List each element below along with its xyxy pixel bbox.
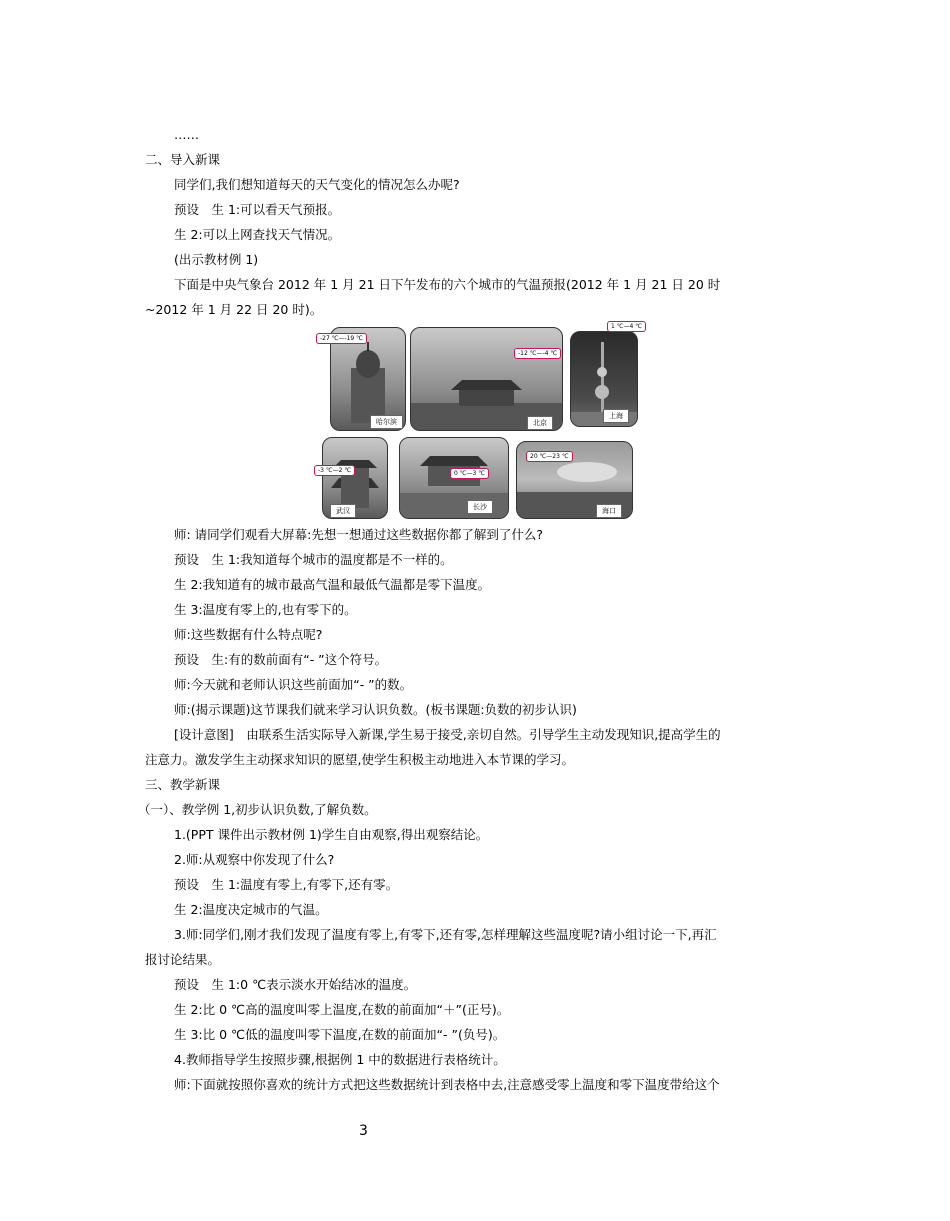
paragraph-continuation: ~2012 年 1 月 22 日 20 时)。 bbox=[145, 302, 323, 317]
tiananmen-icon bbox=[411, 328, 562, 430]
city-label: 武汉 bbox=[330, 504, 356, 518]
city-label: 上海 bbox=[603, 409, 629, 423]
ellipsis: …… bbox=[174, 127, 199, 142]
paragraph: 预设 生 1:我知道每个城市的温度都是不一样的。 bbox=[174, 552, 453, 567]
temp-bubble: 20 ℃—23 ℃ bbox=[526, 451, 573, 462]
city-label: 长沙 bbox=[467, 500, 493, 514]
section-heading-2: 二、导入新课 bbox=[145, 152, 221, 167]
paragraph: 生 2:比 0 ℃高的温度叫零上温度,在数的前面加“＋”(正号)。 bbox=[174, 1002, 510, 1017]
temp-bubble: 0 ℃—3 ℃ bbox=[450, 468, 489, 479]
temp-bubble: -27 ℃—-19 ℃ bbox=[316, 333, 367, 344]
section-heading-3: 三、教学新课 bbox=[145, 777, 221, 792]
temp-bubble: -3 ℃—2 ℃ bbox=[314, 465, 355, 476]
paragraph: 预设 生 1:温度有零上,有零下,还有零。 bbox=[174, 877, 399, 892]
paragraph: 同学们,我们想知道每天的天气变化的情况怎么办呢? bbox=[174, 177, 460, 192]
paragraph: 师:这些数据有什么特点呢? bbox=[174, 627, 323, 642]
paragraph-continuation: 注意力。激发学生主动探求知识的愿望,使学生积极主动地进入本节课的学习。 bbox=[145, 752, 574, 767]
paragraph: 预设 生:有的数前面有“- ”这个符号。 bbox=[174, 652, 388, 667]
temp-bubble: -12 ℃—-4 ℃ bbox=[514, 348, 561, 359]
page-number: 3 bbox=[359, 1123, 368, 1139]
paragraph: 下面是中央气象台 2012 年 1 月 21 日下午发布的六个城市的气温预报(2012 年 1 月 21 日 20 时 bbox=[174, 277, 721, 292]
paragraph: 2.师:从观察中你发现了什么? bbox=[174, 852, 335, 867]
city-label: 哈尔滨 bbox=[370, 415, 403, 429]
paragraph: 师: 请同学们观看大屏幕:先想一想通过这些数据你都了解到了什么? bbox=[174, 527, 544, 542]
paragraph: 3.师:同学们,刚才我们发现了温度有零上,有零下,还有零,怎样理解这些温度呢?请小组讨论一下,再汇 bbox=[174, 927, 717, 942]
paragraph: 师:下面就按照你喜欢的统计方式把这些数据统计到表格中去,注意感受零上温度和零下温度带给这个 bbox=[174, 1077, 720, 1092]
paragraph: 1.(PPT 课件出示教材例 1)学生自由观察,得出观察结论。 bbox=[174, 827, 489, 842]
subsection-heading: （一）、教学例 1,初步认识负数,了解负数。 bbox=[138, 802, 377, 817]
paragraph: 预设 生 1:0 ℃表示淡水开始结冰的温度。 bbox=[174, 977, 417, 992]
paragraph: 生 3:比 0 ℃低的温度叫零下温度,在数的前面加“- ”(负号)。 bbox=[174, 1027, 506, 1042]
paragraph: 师:今天就和老师认识这些前面加“- ”的数。 bbox=[174, 677, 413, 692]
city-label: 北京 bbox=[527, 416, 553, 430]
paragraph: 师:(揭示课题)这节课我们就来学习认识负数。(板书课题:负数的初步认识) bbox=[174, 702, 577, 717]
temp-bubble: 1 ℃—4 ℃ bbox=[607, 321, 646, 332]
paragraph-continuation: 报讨论结果。 bbox=[145, 952, 221, 967]
design-intent: [设计意图] 由联系生活实际导入新课,学生易于接受,亲切自然。引导学生主动发现知识,提高学生的 bbox=[174, 727, 721, 742]
paragraph: 生 2:温度决定城市的气温。 bbox=[174, 902, 328, 917]
paragraph: 4.教师指导学生按照步骤,根据例 1 中的数据进行表格统计。 bbox=[174, 1052, 506, 1067]
paragraph: 生 2:我知道有的城市最高气温和最低气温都是零下温度。 bbox=[174, 577, 491, 592]
paragraph: 生 2:可以上网查找天气情况。 bbox=[174, 227, 341, 242]
city-label: 海口 bbox=[596, 504, 622, 518]
paragraph: (出示教材例 1) bbox=[174, 252, 259, 267]
paragraph: 生 3:温度有零上的,也有零下的。 bbox=[174, 602, 357, 617]
paragraph: 预设 生 1:可以看天气预报。 bbox=[174, 202, 341, 217]
